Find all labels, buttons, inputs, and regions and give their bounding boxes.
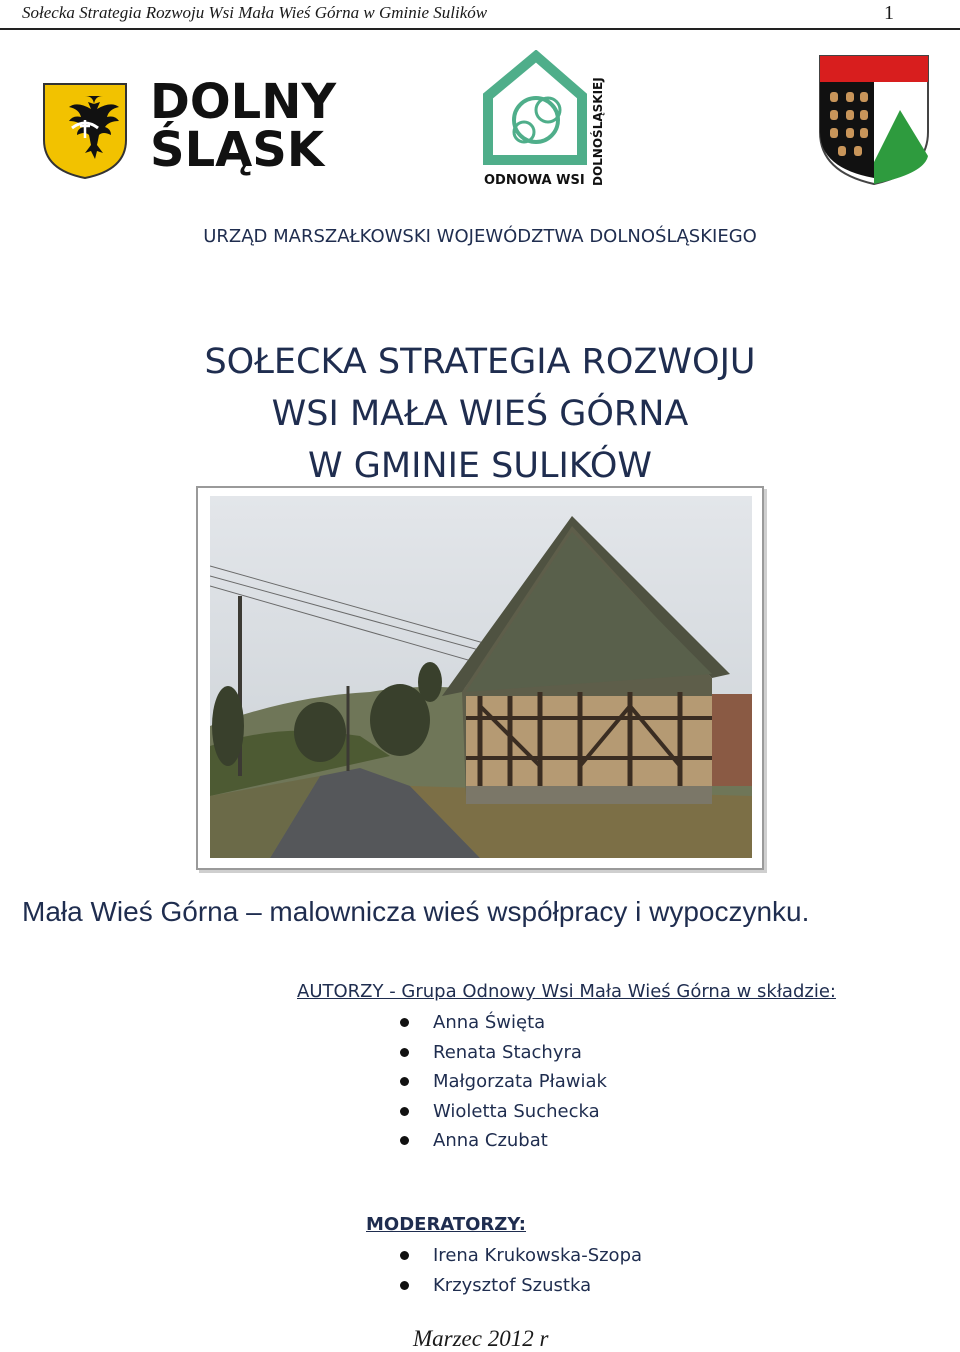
bullet-icon (400, 1107, 409, 1116)
lower-silesia-eagle-crest-icon (42, 82, 128, 185)
dolny-slask-logo (150, 74, 350, 178)
moderators-list (0, 1241, 960, 1300)
authors-list (0, 1008, 960, 1156)
author-name: Renata Stachyra (433, 1041, 582, 1063)
bullet-icon (400, 1018, 409, 1027)
dolny-slask-logo-line2: ŚLĄSK (150, 122, 325, 178)
title-line-3: W GMINIE SULIKÓW (308, 446, 652, 486)
institution-name: URZĄD MARSZAŁKOWSKI WOJEWÓDZTWA DOLNOŚLĄSKIEGO (203, 226, 757, 247)
list-item (0, 1271, 960, 1301)
list-item (0, 1067, 960, 1097)
bullet-icon (400, 1136, 409, 1145)
list-item (0, 1126, 960, 1156)
list-item (0, 1038, 960, 1068)
village-barn-photo (210, 496, 752, 858)
author-name: Anna Czubat (433, 1130, 548, 1152)
moderator-name: Krzysztof Szustka (433, 1274, 592, 1296)
header-rule (0, 28, 960, 30)
moderators-heading: MODERATORZY: (366, 1214, 527, 1235)
authors-heading: AUTORZY - Grupa Odnowy Wsi Mała Wieś Górna w składzie: (297, 981, 836, 1002)
title-line-1: SOŁECKA STRATEGIA ROZWOJU (204, 342, 756, 382)
odnowa-wsi-logo (478, 50, 608, 195)
village-photo-frame (196, 486, 764, 870)
list-item (0, 1097, 960, 1127)
odnowa-wsi-side-text: DOLNOŚLĄSKIEJ (591, 77, 605, 186)
list-item (0, 1241, 960, 1271)
moderator-name: Irena Krukowska-Szopa (433, 1245, 643, 1266)
bullet-icon (400, 1048, 409, 1057)
page-number: 1 (884, 2, 894, 24)
author-name: Anna Święta (433, 1012, 546, 1033)
author-name: Małgorzata Pławiak (433, 1071, 607, 1093)
dolny-slask-logo-line1: DOLNY (150, 74, 337, 130)
bullet-icon (400, 1281, 409, 1290)
photo-caption: Mała Wieś Górna – malownicza wieś współpracy i wypoczynku. (22, 896, 810, 927)
header-title: Sołecka Strategia Rozwoju Wsi Mała Wieś Górna w Gminie Sulików (22, 3, 488, 22)
odnowa-wsi-bottom-text: ODNOWA WSI (484, 173, 585, 188)
sulikow-coat-of-arms-icon (816, 52, 932, 193)
document-date: Marzec 2012 r (413, 1326, 549, 1351)
bullet-icon (400, 1251, 409, 1260)
bullet-icon (400, 1077, 409, 1086)
author-name: Wioletta Suchecka (433, 1100, 600, 1122)
document-title (0, 336, 960, 492)
list-item (0, 1008, 960, 1038)
title-line-2: WSI MAŁA WIEŚ GÓRNA (271, 394, 689, 434)
